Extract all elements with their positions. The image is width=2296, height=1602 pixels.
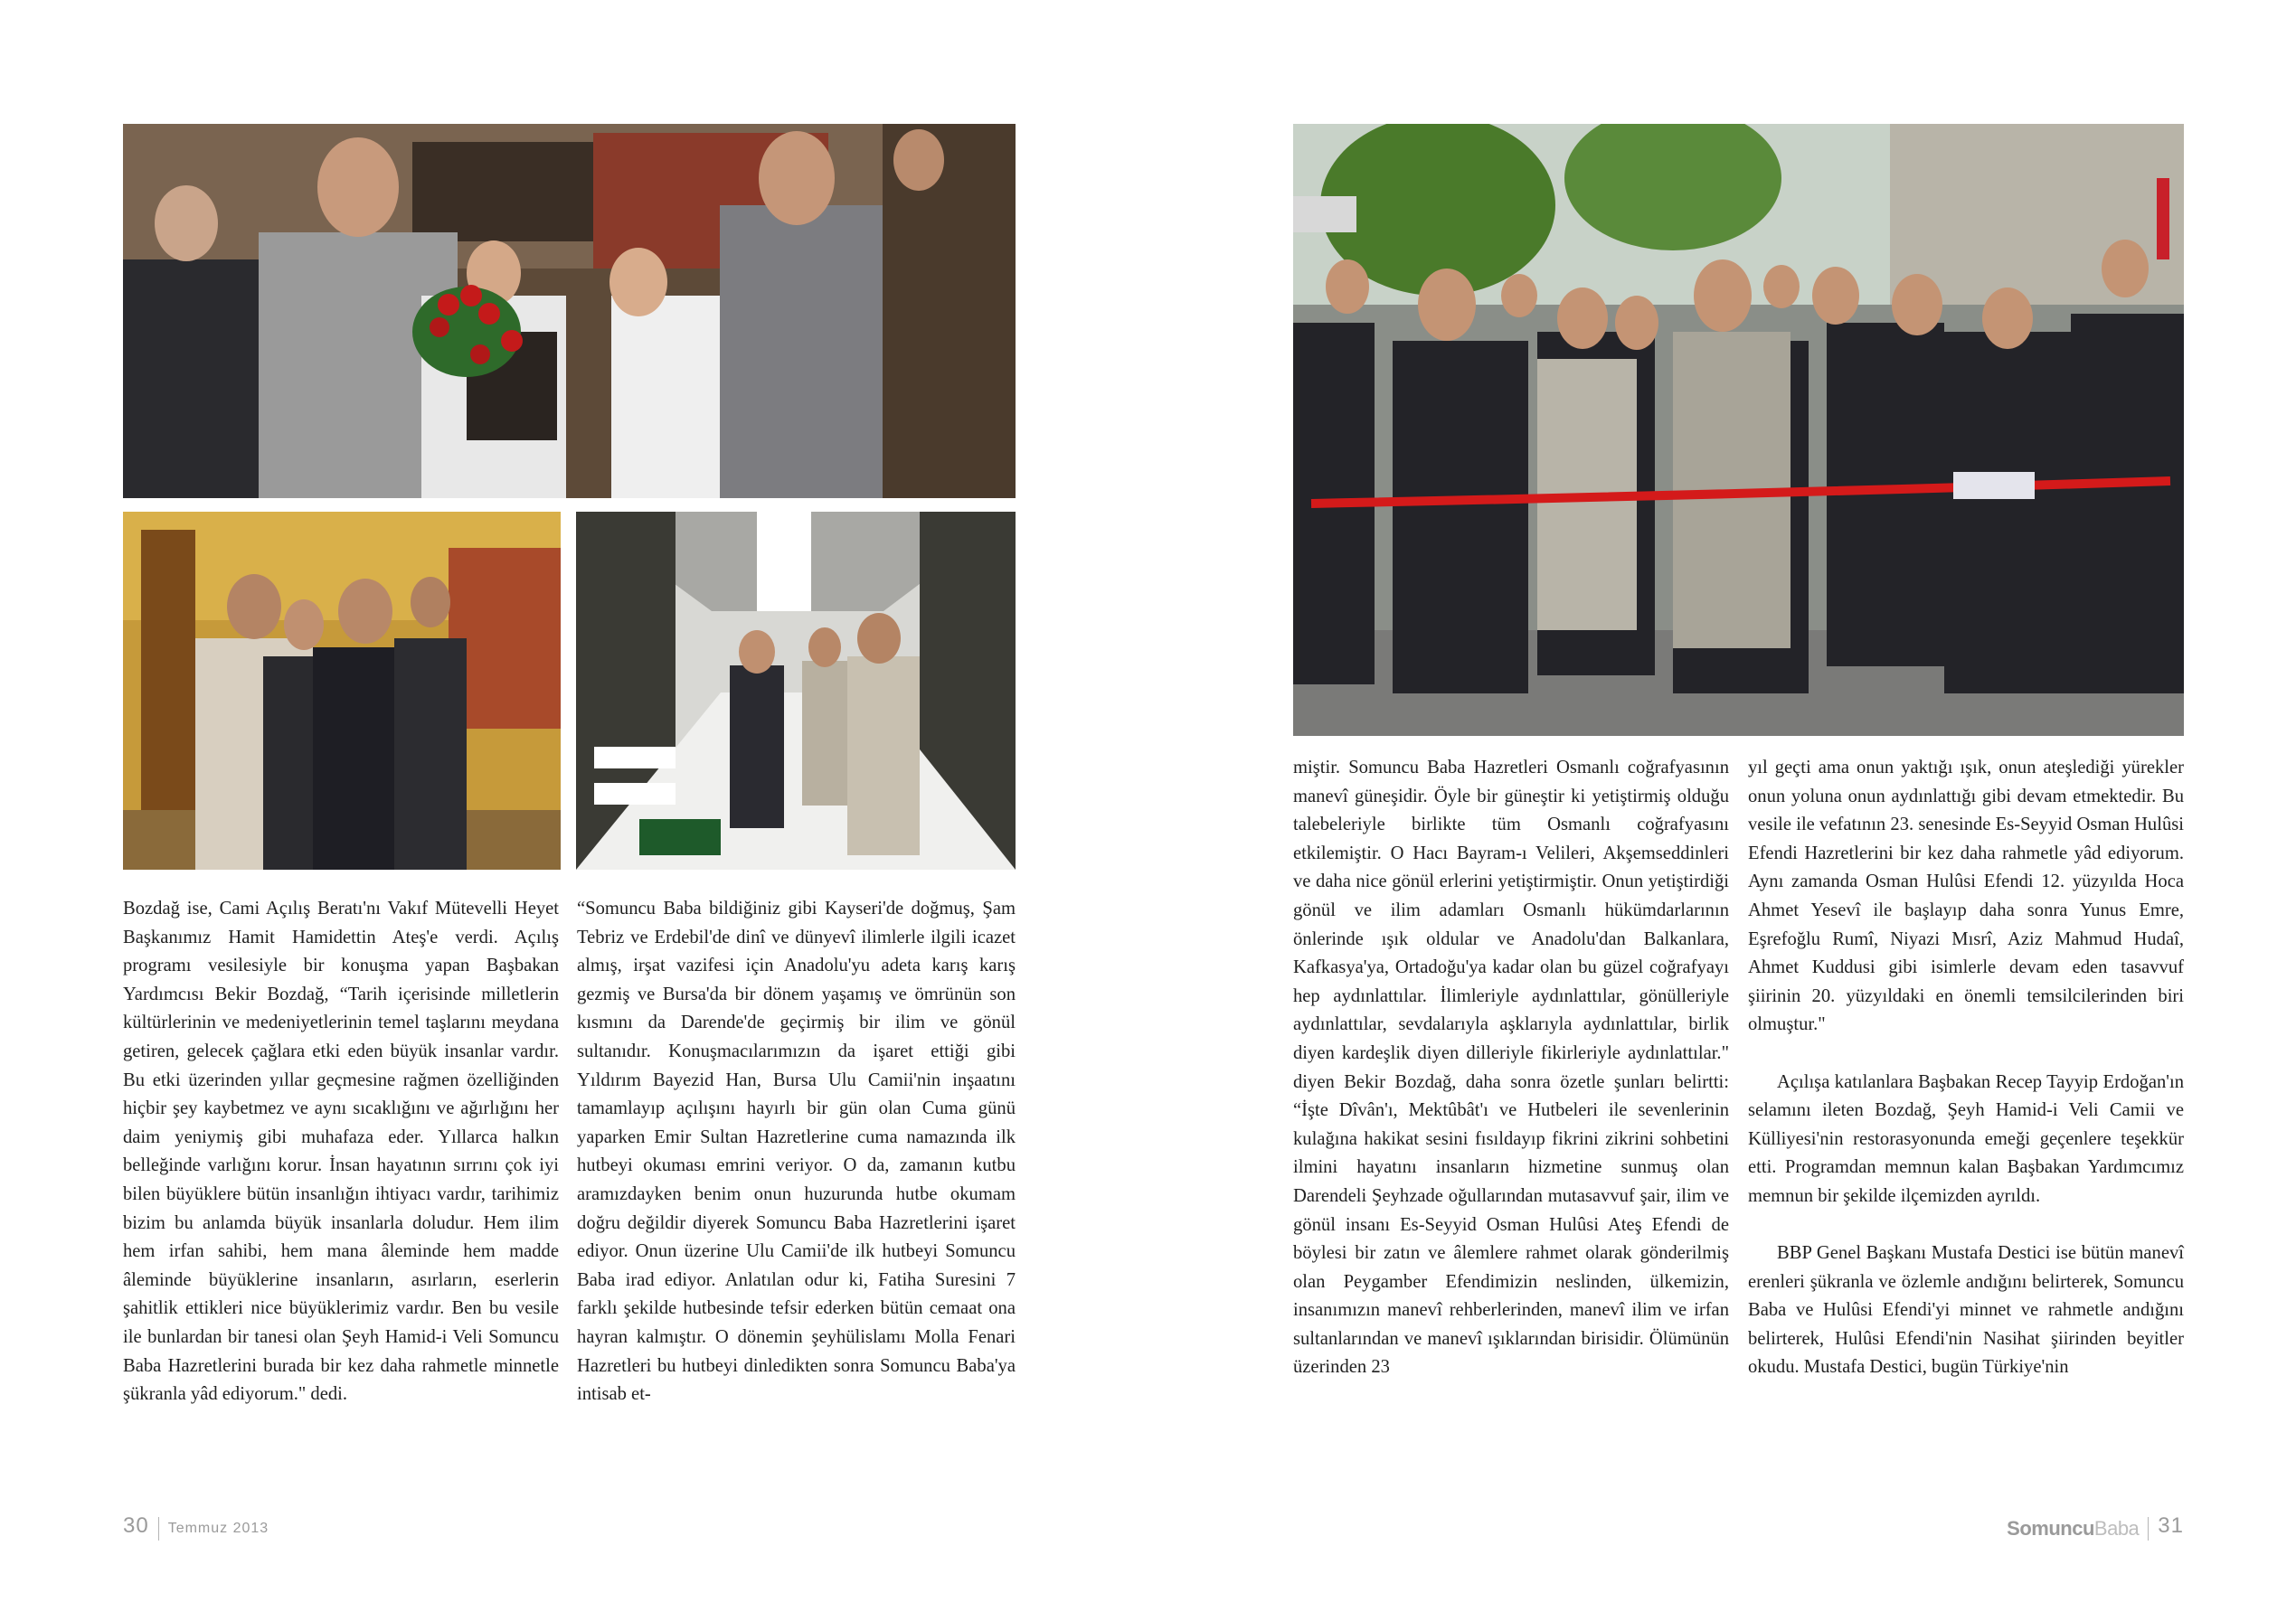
- right-page-column-2: [1748, 754, 2184, 1382]
- brand-part-1: Somuncu: [2007, 1516, 2094, 1540]
- article-paragraph: miştir. Somuncu Baba Hazretleri Osmanlı coğrafyasının manevî güneşidir. Öyle bir güneştir ki yetiştirmiş olduğu talebeleriyle birlikte tüm Osmanlı coğrafyasını etkilemiştir. O Hacı Bayram-ı Velileri, Akşemseddinleri ve daha nice gönül erlerini yetiştirmiştir. Onun yetiştirdiği gönül ve ilim adamları Osmanlı hükümdarlarının önlerinde ışık oldular ve Anadolu'dan Balkanlara, Kafkasya'ya, Ortadoğu'ya kadar olan bu güzel coğrafyayı hep aydınlattılar. İlimleriyle aydınlattılar, gönülleriyle aydınlattılar, sevdalarıyla aşklarıyla aydınlattılar, birlik diyen kardeşlik diyen dilleriyle fikirleriyle aydınlattılar." diyen Bekir Bozdağ, daha sonra özetle şunları belirtti: “İşte Dîvân'ı, Mektûbât'ı ve Hutbeleri ile sevenlerinin kulağına hakikat sesini fısıldayıp fikrini zikrini sohbetini ilmini hayatını insanların hizmetine sunmuş olan Darendeli Şeyhzade oğullarından mutasavvuf şair, ilim ve gönül insanı Es-Seyyid Osman Hulûsi Ateş Efendi de böylesi bir zatın ve âlemlere rahmet olarak gönderilmiş olan Peygamber Efendimizin neslinden, ülkemizin, insanımızın manevî rehberlerinden, manevî ilim ve irfan sultanlarından ve manevî ışıklarından birisidir. Ölümünün üzerinden 23: [1293, 758, 1729, 1378]
- left-page-column-2: [577, 895, 1016, 1409]
- article-paragraph: Bozdağ ise, Cami Açılış Beratı'nı Vakıf Mütevelli Heyet Başkanımız Hamit Hamidettin Ateş'e verdi. Açılış programı vesilesiyle bir konuşma yapan Başbakan Yardımcısı Bekir Bozdağ, “Tarih içerisinde milletlerin kültürlerinin ve medeniyetlerinin temel taşlarını meydana getiren, gelecek çağlara etki eden büyük insanlar vardır. Bu etki üzerinden yıllar geçmesine rağmen özelliğinden hiçbir şey kaybetmez ve aynı sıcaklığını ve ağırlığını her daim yeniymiş gibi muhafaza eder. Yıllarca halkın belleğinde varlığını korur. İnsan hayatının sırrını çok iyi bilen büyüklere bütün insanlığın ihtiyacı vardır, tarihimiz bizim bu anlamda büyük insanlarla doludur. Hem ilim hem irfan sahibi, hem mana âleminde hem madde âleminde büyüklerine insanların, asırların, eserlerin şahitlik ettikleri nice büyüklerimiz vardır. Ben bu vesile ile bunlardan bir tanesi olan Şeyh Hamid-i Veli Somuncu Baba Hazretlerini burada bir kez daha rahmetle minnetle şükranla yâd ediyorum." dedi.: [123, 899, 559, 1405]
- magazine-brand: [2007, 1517, 2139, 1540]
- article-paragraph: Açılışa katılanlara Başbakan Recep Tayyip Erdoğan'ın selamını ileten Bozdağ, Şeyh Hamid-i Veli Camii ve Külliyesi'nin restorasyonunda emeği geçenlere teşekkür etti. Programdan memnun kalan Başbakan Yardımcımız memnun bir şekilde ilçemizden ayrıldı.: [1748, 1071, 2184, 1206]
- page-number: 30: [123, 1513, 149, 1538]
- article-paragraph: yıl geçti ama onun yaktığı ışık, onun ateşlediği yürekler onun yoluna onun aydınlattığı gibi devam etmektedir. Bu vesile ile vefatının 23. senesinde Es-Seyyid Osman Hulûsi Efendi Hazretlerini bir kez daha rahmetle yâd ediyorum. Aynı zamanda Osman Hulûsi Efendi 12. yüzyılda Hoca Ahmet Yesevî ile başlayıp daha sonra Yunus Emre, Eşrefoğlu Rumî, Niyazi Mısrî, Aziz Mahmud Hudaî, Ahmet Kuddusi gibi isimlerle devam eden tasavvuf şiirinin 20. yüzyıldaki en önemli temsilcilerinden biri olmuştur.": [1748, 758, 2184, 1035]
- photo-museum-visit: [123, 512, 561, 870]
- article-paragraph: BBP Genel Başkanı Mustafa Destici ise bütün manevî erenleri şükranla ve özlemle andığını belirterek, Somuncu Baba ve Hulûsi Efendi'yi minnet ve rahmetle andığını belirterek, Hulûsi Efendi'nin Nasihat şiirinden beyitler okudu. Mustafa Destici, bugün Türkiye'nin: [1748, 1243, 2184, 1378]
- left-page-column-1: [123, 895, 559, 1409]
- photo-ablution-hall: [576, 512, 1016, 870]
- page-number: 31: [2158, 1513, 2184, 1538]
- folio-divider: [158, 1517, 159, 1541]
- right-folio: [2007, 1513, 2184, 1541]
- photo-gift-roses: [123, 124, 1016, 498]
- right-page-column-1: [1293, 754, 1729, 1382]
- folio-divider: [2148, 1517, 2149, 1541]
- article-paragraph: “Somuncu Baba bildiğiniz gibi Kayseri'de doğmuş, Şam Tebriz ve Erdebil'de dinî ve dünyevî ilimlerle ilgili icazet almış, irşat vazifesi için Anadolu'yu adeta karış karış gezmiş ve Bursa'da bir dönem yaşamış ve ömrünün son kısmını da Darende'de geçirmiş bir ilim ve gönül sultanıdır. Konuşmacılarımızın da işaret ettiği gibi Yıldırım Bayezid Han, Bursa Ulu Camii'nin inşaatını tamamlayıp açılışını hayırlı bir gün olan Cuma günü yaparken Emir Sultan Hazretlerine cuma namazında ilk hutbeyi okuması emrini veriyor. O da, zamanın kutbu aramızdayken benim onun huzurunda hutbe okumam doğru değildir diyerek Somuncu Baba Hazretlerini işaret ediyor. Onun üzerine Ulu Camii'de ilk hutbeyi Somuncu Baba irad ediyor. Anlatılan odur ki, Fatiha Suresini 7 farklı şekilde hutbesinde tefsir ederken bütün cemaat ona hayran kalmıştır. O dönemin şeyhülislamı Molla Fenari Hazretleri bu hutbeyi dinledikten sonra Somuncu Baba'ya intisab et-: [577, 899, 1016, 1405]
- brand-part-2: Baba: [2093, 1516, 2140, 1540]
- left-folio: [123, 1513, 269, 1541]
- photo-ribbon-cutting: [1293, 124, 2184, 736]
- issue-date: Temmuz 2013: [167, 1520, 269, 1536]
